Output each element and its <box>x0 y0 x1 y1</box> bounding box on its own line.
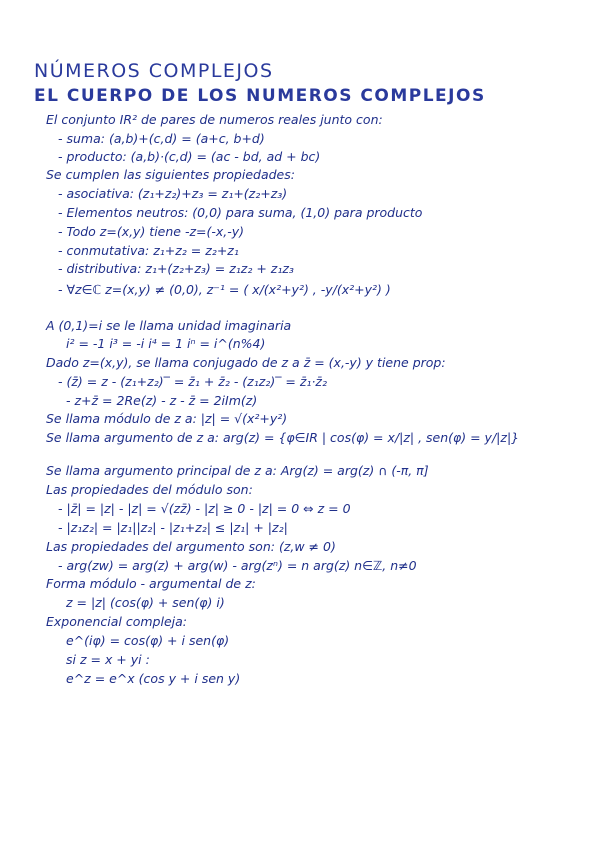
text-line: si z = x + yi : <box>66 652 150 667</box>
text-line: - producto: (a,b)·(c,d) = (ac - bd, ad + bc) <box>58 149 321 164</box>
text-line: El conjunto IR² de pares de numeros reales junto con: <box>46 112 383 127</box>
text-line: A (0,1)=i se le llama unidad imaginaria <box>46 318 292 333</box>
text-line: - |z₁z₂| = |z₁||z₂| - |z₁+z₂| ≤ |z₁| + |z₂| <box>58 520 288 535</box>
text-line: - suma: (a,b)+(c,d) = (a+c, b+d) <box>58 131 265 146</box>
text-line: Forma módulo - argumental de z: <box>46 576 256 591</box>
text-line: z = |z| (cos(φ) + sen(φ) i) <box>66 595 225 610</box>
text-line: Las propiedades del módulo son: <box>46 482 253 497</box>
text-line: Se llama módulo de z a: |z| = √(x²+y²) <box>46 411 288 426</box>
text-line: - Elementos neutros: (0,0) para suma, (1,0) para producto <box>58 205 423 220</box>
text-line: Se llama argumento de z a: arg(z) = {φ∈IR | cos(φ) = x/|z| , sen(φ) = y/|z|} <box>46 430 520 445</box>
text-line: Se cumplen las siguientes propiedades: <box>46 167 295 182</box>
text-line: e^z = e^x (cos y + i sen y) <box>66 671 241 686</box>
text-line: - (z̄̄) = z - (z₁+z₂)‾ = z̄₁ + z̄₂ - (z₁z₂)‾ = z̄₁·z̄₂ <box>58 374 327 389</box>
text-line: - Todo z=(x,y) tiene -z=(-x,-y) <box>58 224 245 239</box>
page-subtitle: EL CUERPO DE LOS NUMEROS COMPLEJOS <box>34 86 486 106</box>
text-line: - |z̄| = |z| - |z| = √(zz̄) - |z| ≥ 0 - |z| = 0 ⇔ z = 0 <box>58 501 351 516</box>
text-line: - conmutativa: z₁+z₂ = z₂+z₁ <box>58 243 239 258</box>
text-line: - ∀z∈ℂ z=(x,y) ≠ (0,0), z⁻¹ = ( x/(x²+y²) , -y/(x²+y²) ) <box>58 282 391 297</box>
text-line: - z+z̄ = 2Re(z) - z - z̄ = 2iIm(z) <box>66 393 258 408</box>
text-line: - arg(zw) = arg(z) + arg(w) - arg(zⁿ) = n arg(z) n∈ℤ, n≠0 <box>58 558 417 573</box>
text-line: - distributiva: z₁+(z₂+z₃) = z₁z₂ + z₁z₃ <box>58 261 294 276</box>
text-line: e^(iφ) = cos(φ) + i sen(φ) <box>66 633 230 648</box>
text-line: - asociativa: (z₁+z₂)+z₃ = z₁+(z₂+z₃) <box>58 186 288 201</box>
text-line: Se llama argumento principal de z a: Arg(z) = arg(z) ∩ (-π, π] <box>46 463 429 478</box>
text-line: Exponencial compleja: <box>46 614 188 629</box>
text-line: i² = -1 i³ = -i i⁴ = 1 iⁿ = i^(n%4) <box>66 336 266 351</box>
page-title: NÚMEROS COMPLEJOS <box>34 60 274 82</box>
text-line: Dado z=(x,y), se llama conjugado de z a z̄ = (x,-y) y tiene prop: <box>46 355 446 370</box>
text-line: Las propiedades del argumento son: (z,w ≠ 0) <box>46 539 336 554</box>
